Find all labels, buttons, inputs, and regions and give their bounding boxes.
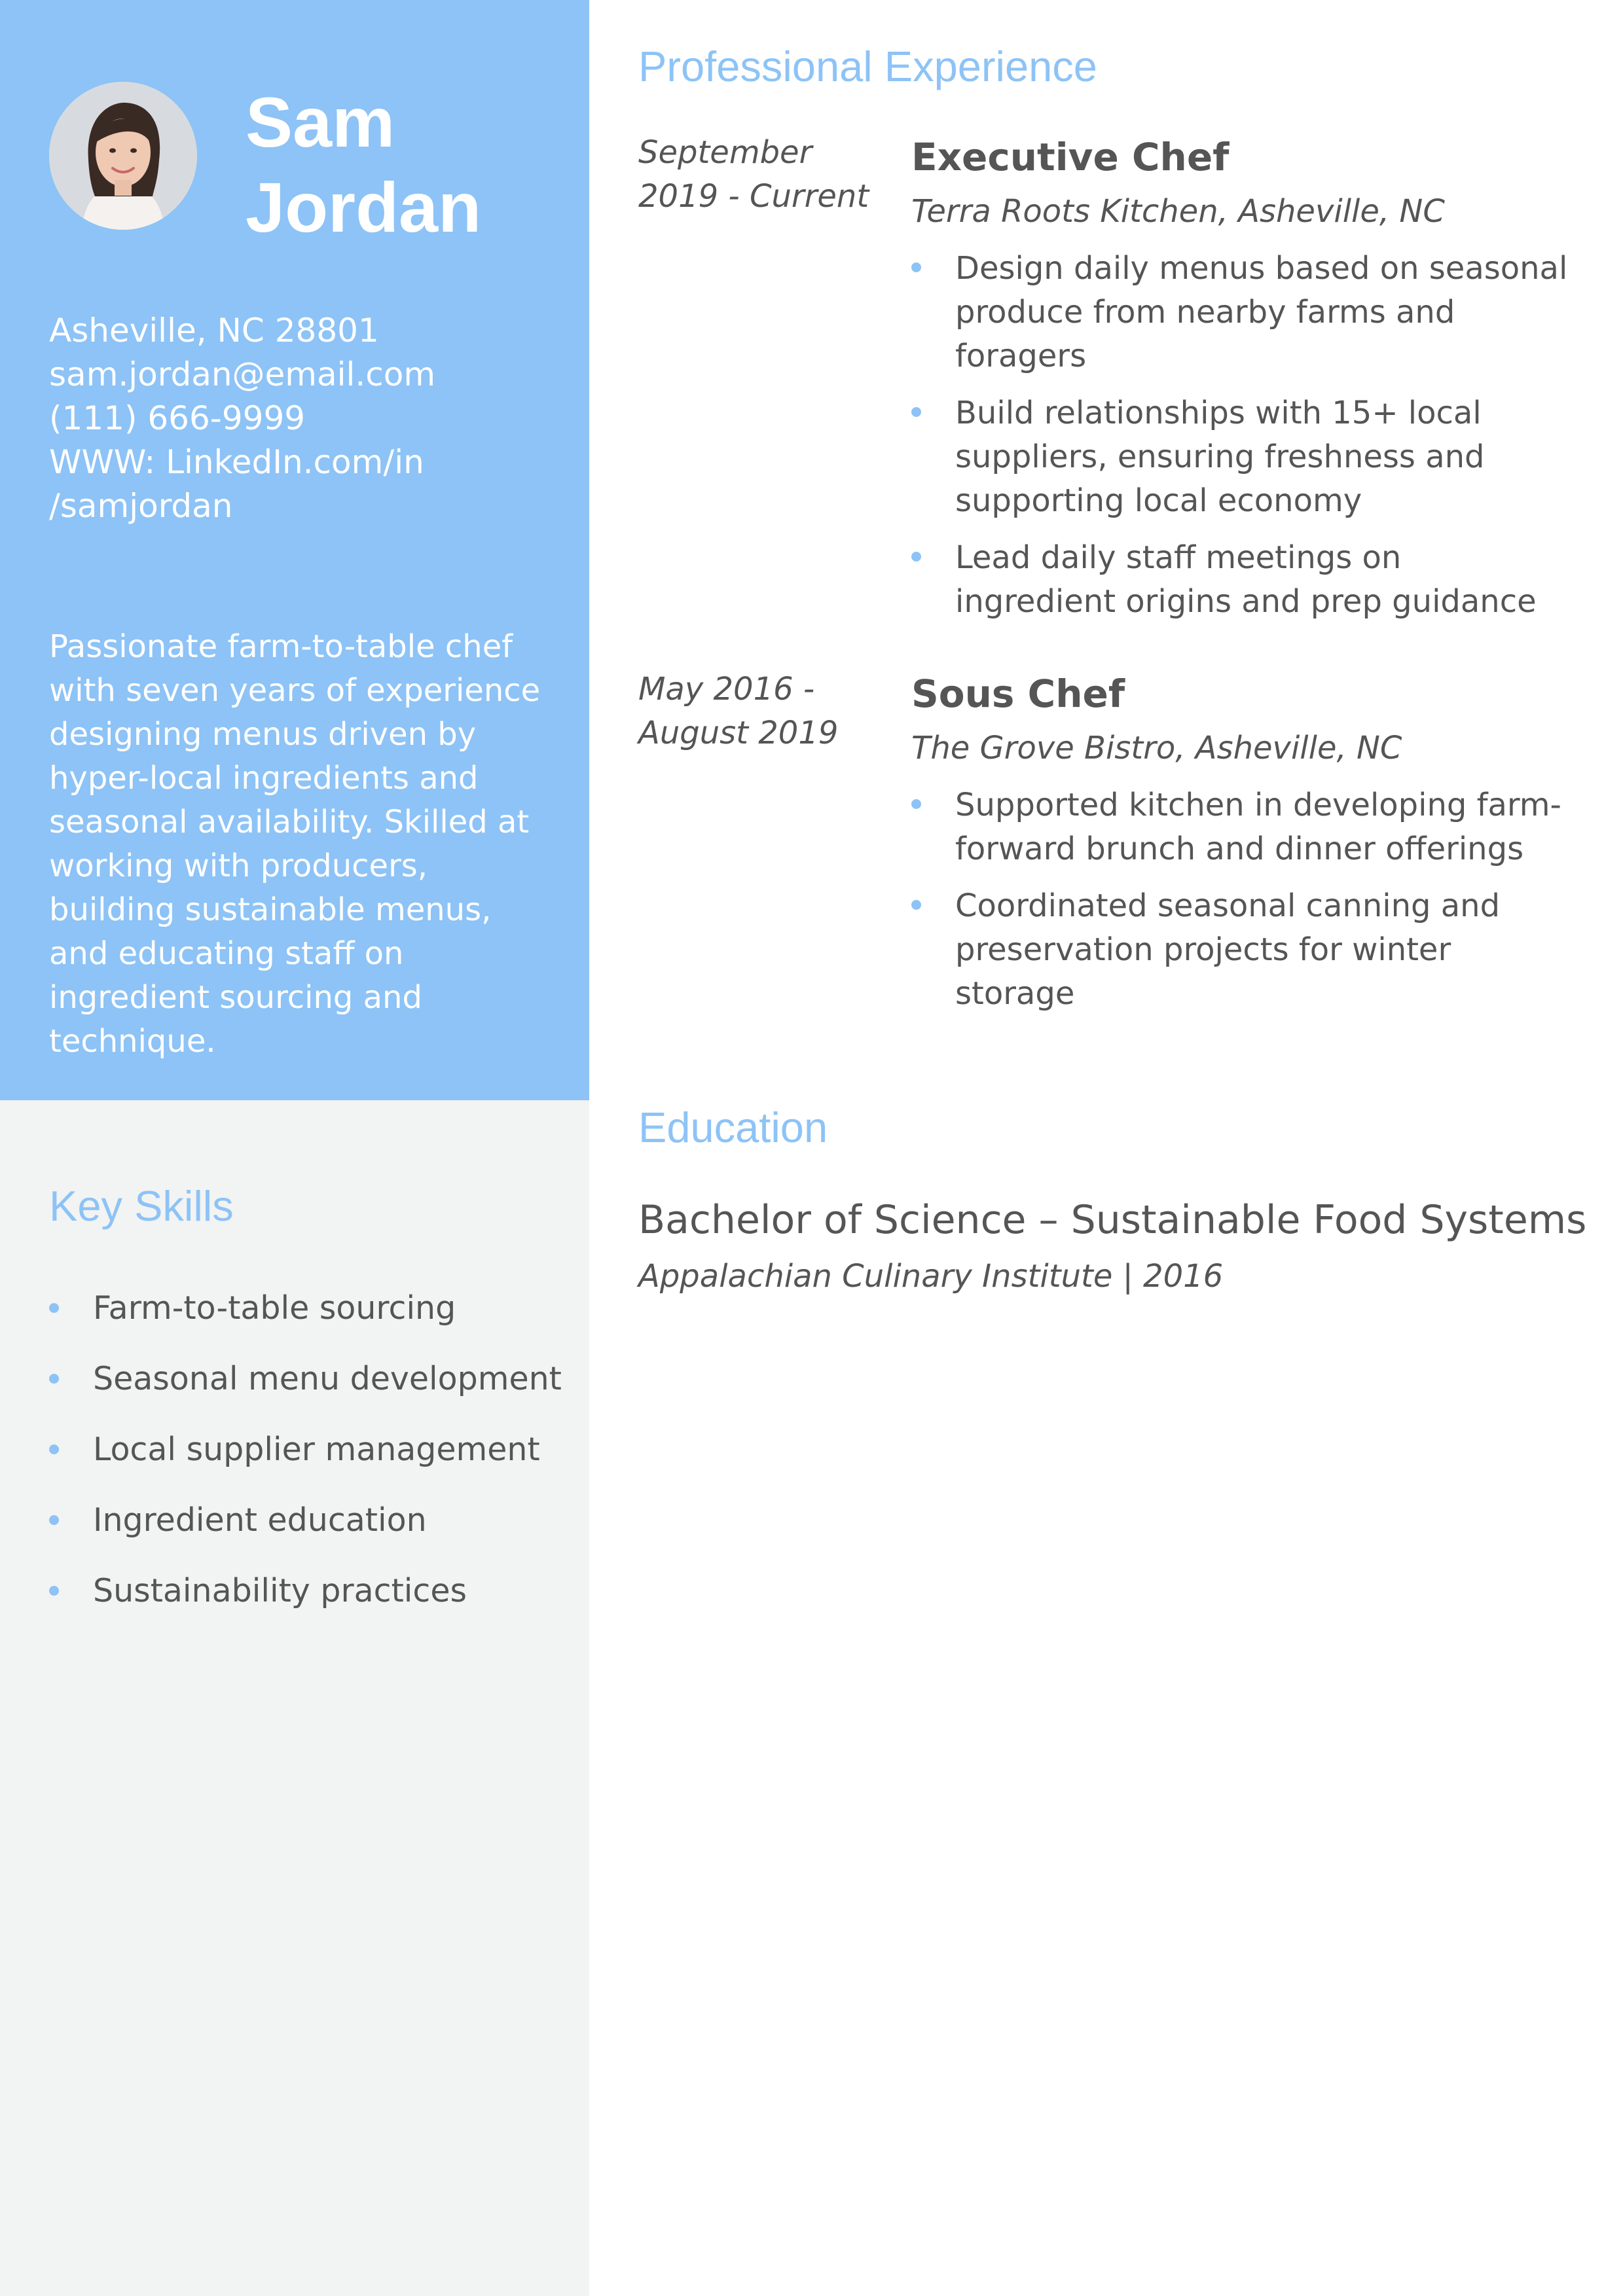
- job-bullet: [911, 783, 1568, 871]
- last-name: Jordan: [246, 168, 482, 247]
- person-portrait-icon: [49, 82, 197, 230]
- skill-item: [49, 1570, 573, 1640]
- first-name: Sam: [246, 82, 395, 162]
- bullet-icon: [49, 1586, 59, 1596]
- bullet-text: Coordinated seasonal canning and preservation projects for winter storage: [955, 888, 1501, 1012]
- job-details: [911, 668, 1568, 1029]
- bullet-icon: [911, 407, 921, 417]
- bullet-text: Lead daily staff meetings on ingredient origins and prep guidance: [955, 539, 1537, 620]
- job-dates: May 2016 - August 2019: [638, 671, 839, 751]
- education-degree: Bachelor of Science – Sustainable Food Systems: [638, 1197, 1587, 1243]
- bullet-text: Supported kitchen in developing farm-forward brunch and dinner offerings: [955, 787, 1561, 867]
- profile-photo: [49, 82, 197, 230]
- bullet-icon: [911, 799, 921, 809]
- sidebar-header-panel: [0, 0, 589, 1100]
- contact-phone: (111) 666-9999: [49, 399, 306, 437]
- bullet-icon: [49, 1374, 59, 1384]
- bullet-icon: [49, 1303, 59, 1313]
- job-bullets: [911, 783, 1568, 1016]
- skill-item: [49, 1357, 573, 1428]
- bullet-icon: [49, 1444, 59, 1454]
- skill-item: [49, 1428, 573, 1499]
- job-bullet: [911, 536, 1568, 624]
- education-heading: Education: [638, 1103, 828, 1151]
- skill-label: Ingredient education: [93, 1501, 427, 1539]
- contact-info: [49, 309, 573, 528]
- bullet-icon: [911, 552, 921, 562]
- skill-item: [49, 1499, 573, 1570]
- contact-website-continued[interactable]: /samjordan: [49, 487, 233, 525]
- job-bullets: [911, 247, 1568, 624]
- skill-item: [49, 1287, 573, 1357]
- skill-label: Sustainability practices: [93, 1572, 467, 1609]
- job-dates: September 2019 - Current: [638, 134, 869, 215]
- skill-label: Seasonal menu development: [93, 1360, 562, 1397]
- skill-label: Farm-to-table sourcing: [93, 1289, 456, 1327]
- contact-website[interactable]: WWW: LinkedIn.com/in: [49, 443, 424, 481]
- job-bullet: [911, 884, 1568, 1016]
- job-details: [911, 131, 1568, 637]
- bullet-icon: [49, 1515, 59, 1525]
- candidate-name: [246, 80, 481, 250]
- job-company: The Grove Bistro, Asheville, NC: [911, 730, 1402, 766]
- professional-summary: Passionate farm-to-table chef with seven years of experience designing menus driven by hyper-local ingredients and seasonal availability. Skilled at working with producers, building sustainable menus, and educating staff on ingredient sourcing and technique.: [49, 628, 541, 1060]
- skills-list: [49, 1287, 573, 1640]
- bullet-text: Design daily menus based on seasonal produce from nearby farms and foragers: [955, 250, 1568, 374]
- sidebar: [0, 0, 589, 2296]
- job-bullet: [911, 391, 1568, 523]
- job-title: Sous Chef: [911, 672, 1125, 716]
- experience-heading: Professional Experience: [638, 43, 1097, 90]
- bullet-icon: [911, 900, 921, 910]
- contact-email[interactable]: sam.jordan@email.com: [49, 355, 436, 393]
- job-bullet: [911, 247, 1568, 378]
- job-title: Executive Chef: [911, 135, 1230, 179]
- contact-location: Asheville, NC 28801: [49, 312, 379, 350]
- job-company: Terra Roots Kitchen, Asheville, NC: [911, 193, 1445, 230]
- bullet-icon: [911, 262, 921, 272]
- skills-heading: Key Skills: [49, 1182, 234, 1230]
- skill-label: Local supplier management: [93, 1431, 540, 1468]
- education-school: Appalachian Culinary Institute | 2016: [638, 1258, 1224, 1295]
- bullet-text: Build relationships with 15+ local suppliers, ensuring freshness and supporting local economy: [955, 395, 1485, 519]
